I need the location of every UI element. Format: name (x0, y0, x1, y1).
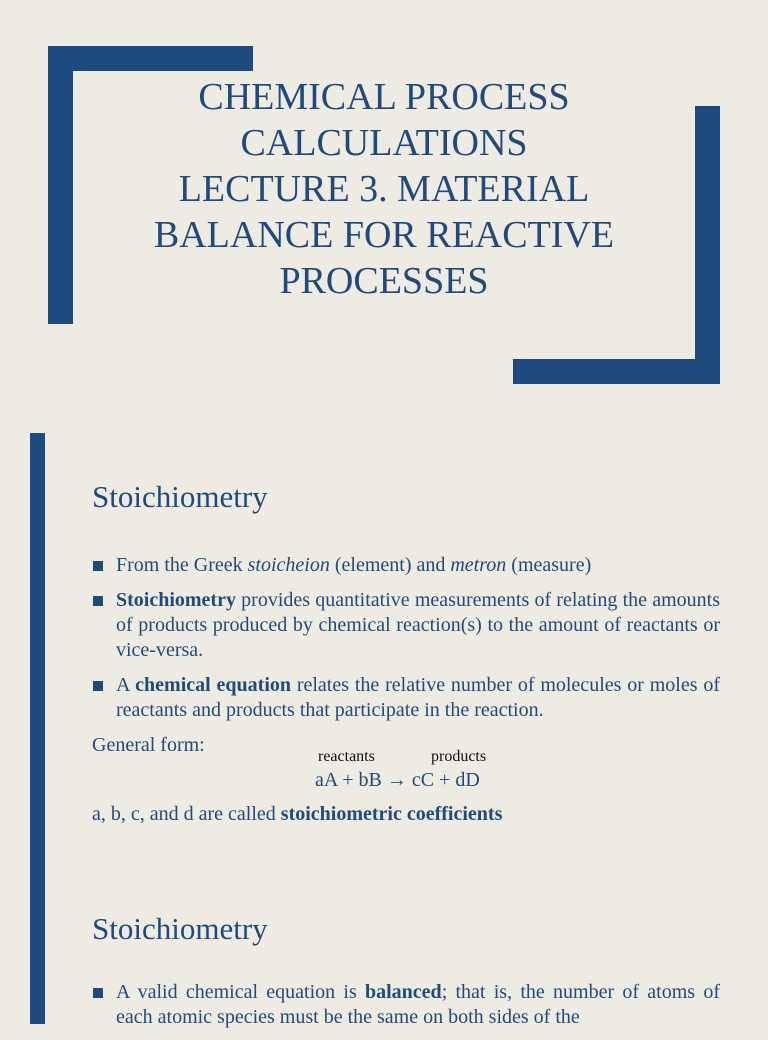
square-bullet-icon (93, 561, 103, 571)
title-slide (0, 0, 768, 433)
title-line: CALCULATIONS (240, 122, 528, 164)
bullet-text: ; that is, the number of atoms of each atomic species must be the same on both sides of the (116, 981, 720, 1028)
slide-title (90, 74, 678, 304)
square-bullet-icon (93, 988, 103, 998)
coefficients-bold-term: stoichiometric coefficients (280, 803, 503, 825)
bullet-list (92, 553, 720, 733)
bullet-bold-term: balanced (365, 981, 442, 1003)
slide-heading: Stoichiometry (92, 911, 268, 946)
bullet-bold-term: Stoichiometry (116, 589, 236, 611)
products-label: products (431, 748, 487, 765)
frame-bar-bottom-right-vertical (695, 106, 720, 384)
bullet-text: (element) and (329, 554, 451, 576)
bullet-text: relates the relative number of molecules or moles of reactants and products that participate in the reaction. (116, 674, 720, 721)
bullet-text: A valid chemical equation is (116, 981, 365, 1003)
slide-accent-bar (30, 865, 45, 1024)
bullet-balanced-equation (92, 980, 720, 1030)
bullet-text: From the Greek (116, 554, 248, 576)
frame-bar-bottom-right-horizontal (513, 359, 720, 384)
frame-bar-top-left-vertical (48, 46, 73, 324)
slide-heading: Stoichiometry (92, 479, 268, 514)
bullet-bold-term: chemical equation (135, 674, 291, 696)
frame-bar-top-left-horizontal (48, 46, 253, 71)
coefficients-text: a, b, c, and d are called (92, 803, 281, 825)
stoichiometry-slide (0, 433, 768, 865)
bullet-italic-term: metron (450, 554, 507, 576)
square-bullet-icon (93, 681, 103, 691)
general-form-label: General form: (92, 734, 205, 756)
bullet-stoichiometry-definition (92, 588, 720, 663)
bullet-greek-origin (92, 553, 720, 578)
general-equation: aA + bB → cC + dD (315, 769, 480, 791)
bullet-italic-term: stoicheion (247, 554, 330, 576)
title-line: PROCESSES (279, 260, 489, 302)
bullet-chemical-equation (92, 673, 720, 723)
title-line: LECTURE 3. MATERIAL (178, 168, 590, 210)
stoichiometry-balanced-slide (0, 865, 768, 1028)
bullet-list (92, 980, 720, 1040)
title-line: BALANCE FOR REACTIVE (153, 214, 615, 256)
square-bullet-icon (93, 596, 103, 606)
reactants-label: reactants (318, 748, 375, 765)
bullet-text: provides quantitative measurements of relating the amounts of products produced by chemical reaction(s) to the amount of reactants or vice-versa. (116, 589, 720, 661)
coefficients-note (92, 803, 502, 826)
slide-accent-bar (30, 433, 45, 865)
bullet-text: (measure) (506, 554, 592, 576)
title-line: CHEMICAL PROCESS (198, 76, 570, 118)
bullet-text: A (116, 674, 136, 696)
